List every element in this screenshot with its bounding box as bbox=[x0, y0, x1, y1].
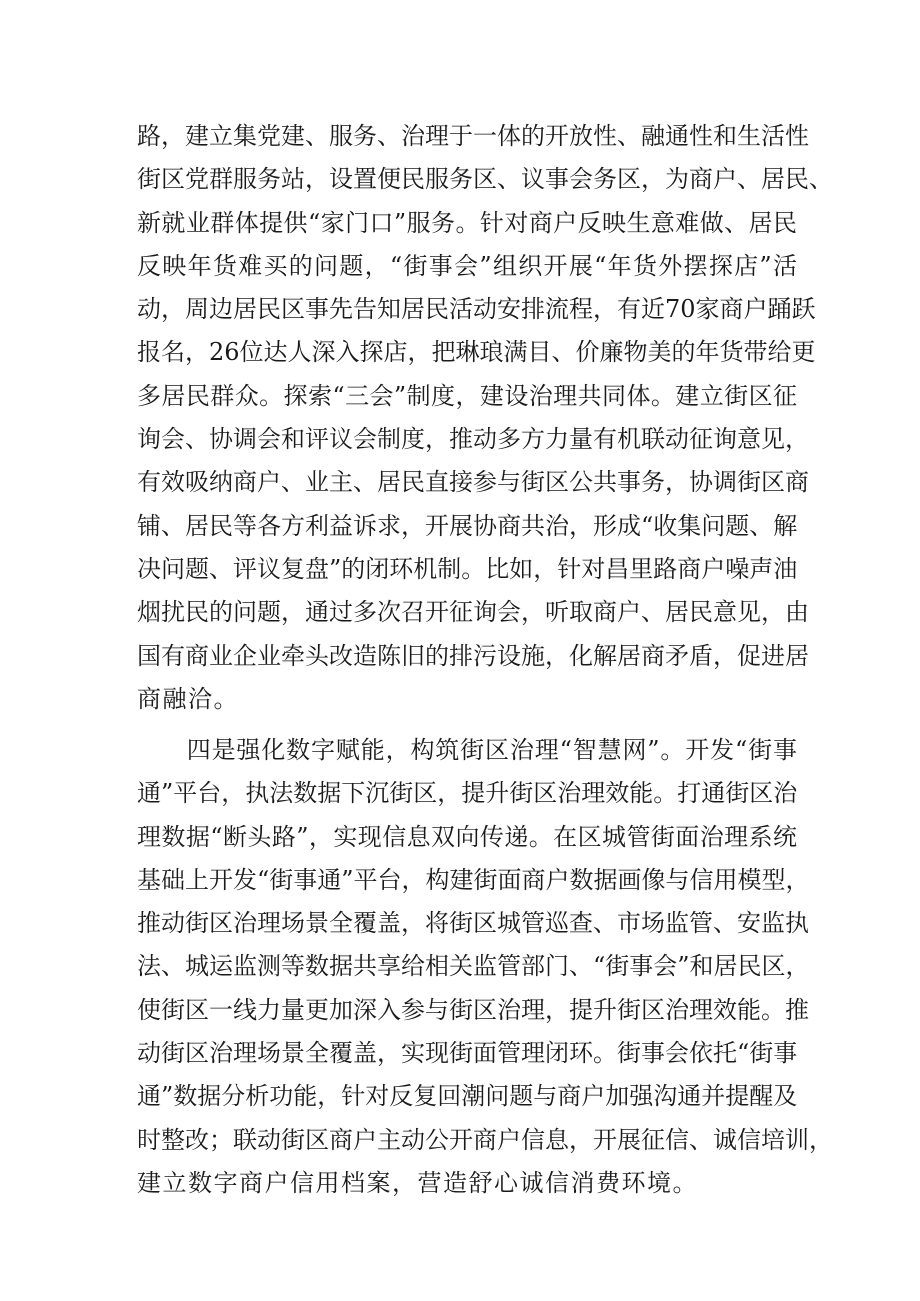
text-line: 动街区治理场景全覆盖，实现街面管理闭环。街事会依托“街事 bbox=[137, 1039, 798, 1068]
paragraph-street-council bbox=[137, 115, 833, 721]
text-line: 基础上开发“街事通”平台，构建街面商户数据画像与信用模型， bbox=[137, 865, 810, 894]
text-line: 多居民群众。探索“三会”制度，建设治理共同体。建立街区征 bbox=[137, 381, 797, 410]
paragraph-digital-empowerment bbox=[137, 729, 833, 1205]
text-line: 法、城运监测等数据共享给相关监管部门、“街事会”和居民区， bbox=[137, 952, 810, 981]
text-line: 推动街区治理场景全覆盖，将街区城管巡查、市场监管、安监执 bbox=[137, 909, 809, 938]
text-line: 时整改；联动街区商户主动公开商户信息，开展征信、诚信培训， bbox=[137, 1125, 833, 1154]
text-line: 报名，26位达人深入探店，把琳琅满目、价廉物美的年货带给更 bbox=[137, 338, 816, 367]
text-line: 新就业群体提供“家门口”服务。针对商户反映生意难做、居民 bbox=[137, 208, 797, 237]
text-line: 反映年货难买的问题，“街事会”组织开展“年货外摆探店”活 bbox=[137, 251, 797, 280]
text-line: 决问题、评议复盘”的闭环机制。比如，针对昌里路商户噪声油 bbox=[137, 554, 798, 583]
text-line: 街区党群服务站，设置便民服务区、议事会务区，为商户、居民、 bbox=[137, 165, 833, 194]
text-line-last: 商融洽。 bbox=[137, 684, 239, 713]
text-line: 使街区一线力量更加深入参与街区治理，提升街区治理效能。推 bbox=[137, 995, 809, 1024]
text-line-last: 建立数字商户信用档案，营造舒心诚信消费环境。 bbox=[137, 1168, 698, 1197]
text-line: 询会、协调会和评议会制度，推动多方力量有机联动征询意见， bbox=[137, 425, 809, 454]
text-line: 动，周边居民区事先告知居民活动安排流程，有近70家商户踊跃 bbox=[137, 295, 816, 324]
text-line: 通”数据分析功能，针对反复回潮问题与商户加强沟通并提醒及 bbox=[137, 1082, 798, 1111]
text-line: 国有商业企业牵头改造陈旧的排污设施，化解居商矛盾，促进居 bbox=[137, 641, 809, 670]
text-line: 理数据“断头路”，实现信息双向传递。在区城管街面治理系统 bbox=[137, 822, 797, 851]
text-line: 四是强化数字赋能，构筑街区治理“智慧网”。开发“街事 bbox=[137, 736, 797, 764]
text-line: 烟扰民的问题，通过多次召开征询会，听取商户、居民意见，由 bbox=[137, 598, 809, 627]
text-line: 有效吸纳商户、业主、居民直接参与街区公共事务，协调街区商 bbox=[137, 468, 809, 497]
text-line: 铺、居民等各方利益诉求，开展协商共治，形成“收集问题、解 bbox=[137, 511, 798, 540]
text-line: 通”平台，执法数据下沉街区，提升街区治理效能。打通街区治 bbox=[137, 779, 798, 808]
text-line: 路，建立集党建、服务、治理于一体的开放性、融通性和生活性 bbox=[137, 122, 809, 150]
